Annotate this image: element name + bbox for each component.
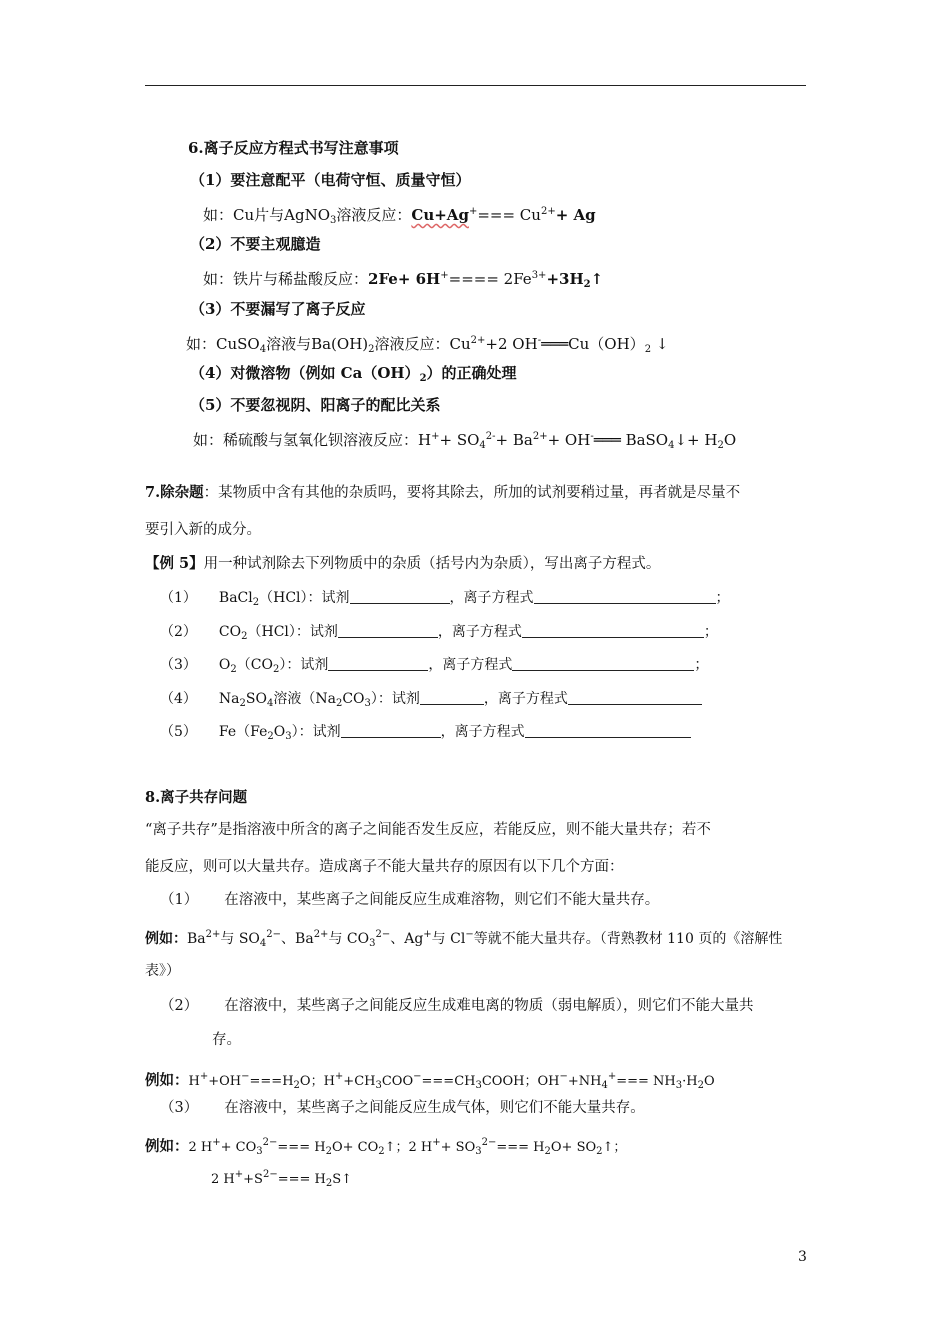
section-6-title: 6.离子反应方程式书写注意事项	[188, 139, 399, 157]
cause-3-example: 例如：2 $H^++ CO_3^{2-}=== H_2O+$ $CO_2↑$；2 $H^++ SO_3^{2-}=== H_2O+$ $SO_2↑$；	[145, 1137, 627, 1157]
cause-1: （1） 在溶液中，某些离子之间能反应生成难溶物，则它们不能大量共存。	[160, 892, 660, 908]
exercise-item-3: （3） $O_2(CO_2)$：试剂 ，离子方程式 ；	[160, 657, 709, 675]
note-1: （1）要注意配平（电荷守恒、质量守恒）	[190, 171, 471, 189]
cause-2-line2: 存。	[212, 1032, 241, 1048]
equation-blank[interactable]	[522, 623, 704, 638]
exercise-item-5: （5） $Fe(Fe_2O_3)$：试剂 ，离子方程式	[160, 721, 691, 748]
section-8-title: 8.离子共存问题	[145, 789, 248, 806]
note-3: （3）不要漏写了离子反应	[190, 300, 366, 318]
equation-blank[interactable]	[525, 723, 691, 738]
example-5-heading: 【例 5】用一种试剂除去下列物质中的杂质（括号内为杂质），写出离子方程式。	[145, 555, 661, 572]
reagent-blank[interactable]	[338, 623, 438, 638]
cause-1-example: 例如：$Ba^{2+}$与 $SO_4^{2-}$、$Ba^{2+}$与 $CO_3^{2-}$、Ag+与 Cl−等就不能大量共存。（背熟教材 110 页的《溶解性	[145, 929, 783, 949]
equation-blank[interactable]	[512, 656, 694, 671]
exercise-item-4: （4） $Na_2SO_4$溶液$(Na_2CO_3)$：试剂 ，离子方程式	[160, 688, 702, 715]
section-8-para-line2: 能反应，则可以大量共存。造成离子不能大量共存的原因有以下几个方面：	[145, 859, 624, 875]
section-7-label: 7.除杂题	[145, 484, 204, 501]
reagent-blank[interactable]	[350, 589, 450, 604]
equation-blank[interactable]	[534, 589, 716, 604]
note-4: （4）对微溶物（例如 $Ca(OH)_2$）的正确处理	[190, 364, 517, 384]
cause-3-example-line2: 2 $H^++S^{2-}===$ $H_2S↑$	[211, 1169, 353, 1189]
example-1: 如：Cu片与AgNO$_3$溶液反应：$Cu+Ag^+=== Cu^{2+}+ Ag$	[203, 206, 596, 226]
section-7-para-line2: 要引入新的成分。	[145, 522, 261, 538]
cause-1-example-line2: 表》）	[145, 963, 180, 979]
example-5: 如：稀硫酸与氢氧化钡溶液反应：$H^++ SO_4^{2-}+ Ba^{2+}+$ OH-═══ BaSO$_4$↓+ $H_2O$	[193, 431, 737, 451]
exercise-item-1: （1） BaCl$_2$（HCl）：试剂 ，离子方程式 ；	[160, 590, 730, 608]
reagent-blank[interactable]	[341, 723, 441, 738]
exercise-item-2: （2） $CO_2(HCl)$：试剂 ，离子方程式 ；	[160, 624, 718, 642]
cause-3: （3） 在溶液中，某些离子之间能反应生成气体，则它们不能大量共存。	[160, 1100, 645, 1116]
page-number: 3	[798, 1249, 807, 1265]
section-7-para: 7.除杂题：某物质中含有其他的杂质吗，要将其除去，所加的试剂要稍过量，再者就是尽量不	[145, 484, 741, 501]
reagent-blank[interactable]	[328, 656, 428, 671]
cause-2: （2） 在溶液中，某些离子之间能反应生成难电离的物质（弱电解质），则它们不能大量共	[160, 998, 754, 1014]
section-8-para-line1: “离子共存”是指溶液中所含的离子之间能否发生反应，若能反应，则不能大量共存；若不	[145, 822, 711, 838]
example-2: 如：铁片与稀盐酸反应：$2Fe+ 6H^+==== 2Fe^{3+}+3H_2↑$	[203, 270, 604, 290]
example-3: 如：CuSO$_4$溶液与$Ba(OH)_2$溶液反应：$Cu^{2+}+2$ $OH^-═══Cu(OH)_2$ ↓	[186, 335, 669, 355]
note-2: （2）不要主观臆造	[190, 235, 321, 253]
note-5: （5）不要忽视阴、阳离子的配比关系	[190, 396, 441, 414]
reagent-blank[interactable]	[420, 690, 484, 705]
header-rule	[145, 85, 806, 86]
cause-2-example: 例如：$H^++OH^-===H_2O$；$H^++CH_3COO^-===CH_3COOH$；$OH^-+NH_4^+=== NH_3\cdot H_2O$	[145, 1071, 715, 1091]
equation-blank[interactable]	[568, 690, 702, 705]
